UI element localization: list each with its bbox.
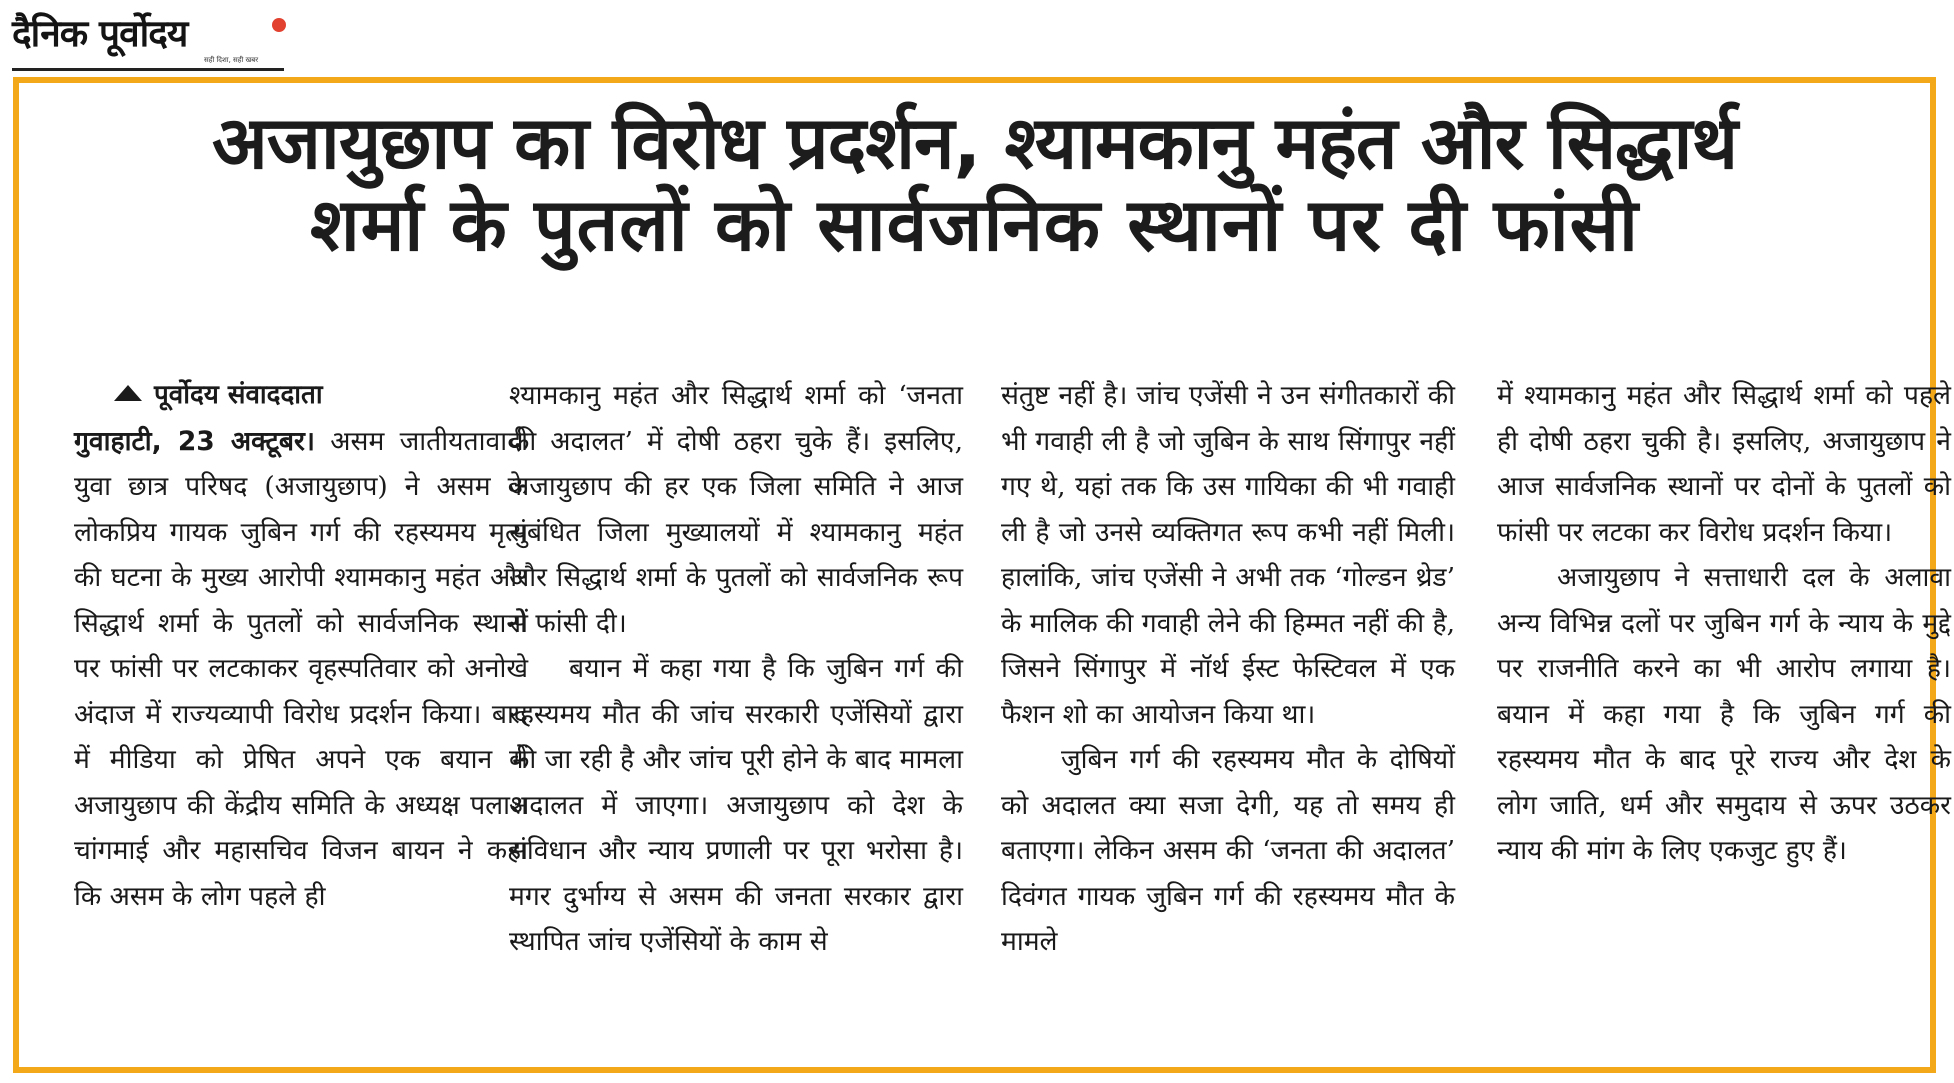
column-1-paragraph-1-text: असम जातीयतावादी युवा छात्र परिषद (अजायुछाप) ने असम के लोकप्रिय गायक जुबिन गर्ग की रहस्यमय मृत्यु की घटना के मुख्य आरोपी श्यामकानु महंत और सिद्धार्थ शर्मा के पुतलों को सार्वजनिक स्थानों पर फांसी पर लटकाकर वृहस्पतिवार को अनोखे अंदाज में राज्यव्यापी विरोध प्रदर्शन किया। बाद में मीडिया को प्रेषित अपने एक बयान में अजायुछाप की केंद्रीय समिति के अध्यक्ष पलाश चांगमाई और महासचिव विजन बायन ने कहा कि असम के लोग पहले ही — [74, 425, 528, 912]
column-1-paragraph-1 — [74, 419, 528, 920]
column-4-paragraph-2: अजायुछाप ने सत्ताधारी दल के अलावा अन्य विभिन्न दलों पर जुबिन गर्ग के न्याय के मुद्दे पर राजनीति करने का भी आरोप लगाया है। बयान में कहा गया है कि जुबिन गर्ग की रहस्यमय मौत के बाद पूरे राज्य और देश के लोग जाति, धर्म और समुदाय से ऊपर उठकर न्याय की मांग के लिए एकजुट हुए हैं। — [1497, 562, 1951, 866]
article-column-3 — [1001, 373, 1455, 965]
masthead-dot-icon — [272, 18, 286, 32]
triangle-icon — [114, 385, 142, 401]
masthead-title: दैनिक पूर्वोदय — [12, 12, 188, 55]
article-column-2 — [509, 373, 963, 965]
column-2-paragraph-1: श्यामकानु महंत और सिद्धार्थ शर्मा को ‘जनता की अदालत’ में दोषी ठहरा चुके हैं। इसलिए, अजायुछाप की हर एक जिला समिति ने आज संबंधित जिला मुख्यालयों में श्यामकानु महंत और सिद्धार्थ शर्मा के पुतलों को सार्वजनिक रूप से फांसी दी। — [509, 380, 963, 639]
article-column-1 — [74, 373, 528, 919]
masthead — [12, 6, 284, 70]
masthead-tagline: सही दिशा, सही खबर — [204, 56, 259, 64]
column-3-paragraph-2: जुबिन गर्ग की रहस्यमय मौत के दोषियों को अदालत क्या सजा देगी, यह तो समय ही बताएगा। लेकिन असम की ‘जनता की अदालत’ दिवंगत गायक जुबिन गर्ग की रहस्यमय मौत के मामले — [1001, 744, 1455, 957]
masthead-underline — [12, 68, 284, 71]
column-4-paragraph-1: में श्यामकानु महंत और सिद्धार्थ शर्मा को पहले ही दोषी ठहरा चुकी है। इसलिए, अजायुछाप ने आज सार्वजनिक स्थानों पर दोनों के पुतलों को फांसी पर लटका कर विरोध प्रदर्शन किया। — [1497, 380, 1951, 548]
column-2-paragraph-2: बयान में कहा गया है कि जुबिन गर्ग की रहस्यमय मौत की जांच सरकारी एजेंसियों द्वारा की जा रही है और जांच पूरी होने के बाद मामला अदालत में जाएगा। अजायुछाप को देश के संविधान और न्याय प्रणाली पर पूरा भरोसा है। मगर दुर्भाग्य से असम की जनता सरकार द्वारा स्थापित जांच एजेंसियों के काम से — [509, 653, 963, 957]
headline-line-1: अजायुछाप का विरोध प्रदर्शन, श्यामकानु महंत और सिद्धार्थ — [211, 101, 1738, 186]
dateline: गुवाहाटी, 23 अक्टूबर। — [74, 425, 315, 457]
byline-text: पूर्वोदय संवाददाता — [154, 380, 323, 410]
byline — [74, 373, 528, 419]
article-frame — [13, 77, 1951, 1073]
headline-line-2: शर्मा के पुतलों को सार्वजनिक स्थानों पर दी फांसी — [310, 183, 1639, 268]
column-3-paragraph-1: संतुष्ट नहीं है। जांच एजेंसी ने उन संगीतकारों की भी गवाही ली है जो जुबिन के साथ सिंगापुर नहीं गए थे, यहां तक कि उस गायिका की भी गवाही ली है जो उनसे व्यक्तिगत रूप कभी नहीं मिली। हालांकि, जांच एजेंसी ने अभी तक ‘गोल्डन थ्रेड’ के मालिक की गवाही लेने की हिम्मत नहीं की है, जिसने सिंगापुर में नॉर्थ ईस्ट फेस्टिवल में एक फैशन शो का आयोजन किया था। — [1001, 380, 1455, 730]
article-column-4 — [1497, 373, 1951, 874]
headline — [19, 103, 1930, 267]
